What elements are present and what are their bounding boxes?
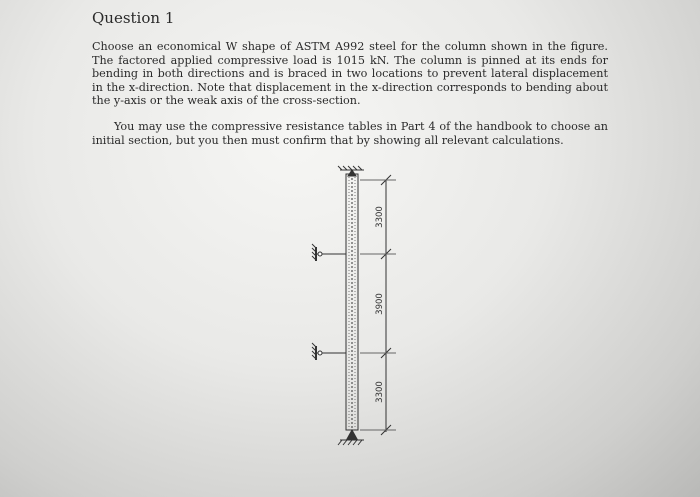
question-title: Question 1: [92, 9, 175, 27]
dimension-label-top: 3300: [375, 206, 385, 228]
upper-lateral-brace: [312, 244, 346, 261]
lower-lateral-brace: [312, 343, 346, 360]
top-pin-support: [338, 166, 364, 176]
dimension-label-bottom: 3300: [375, 381, 385, 403]
question-paragraph-2: You may use the compressive resistance tables in Part 4 of the handbook to choose an initial section, but you then must confirm that by showing all relevant calculations.: [92, 120, 608, 147]
bottom-pin-support: [338, 430, 364, 445]
column-figure: [290, 160, 420, 460]
question-paragraph-1: Choose an economical W shape of ASTM A992 steel for the column shown in the figure. The factored applied compressive load is 1015 kN. The column is pinned at its ends for bending in both directions and is braced in two locations to prevent lateral displacement in the x-direction. Note that displacement in the x-direction corresponds to bending about the y-axis or the weak axis of the cross-section.: [92, 40, 608, 108]
dimension-label-middle: 3900: [375, 293, 385, 315]
